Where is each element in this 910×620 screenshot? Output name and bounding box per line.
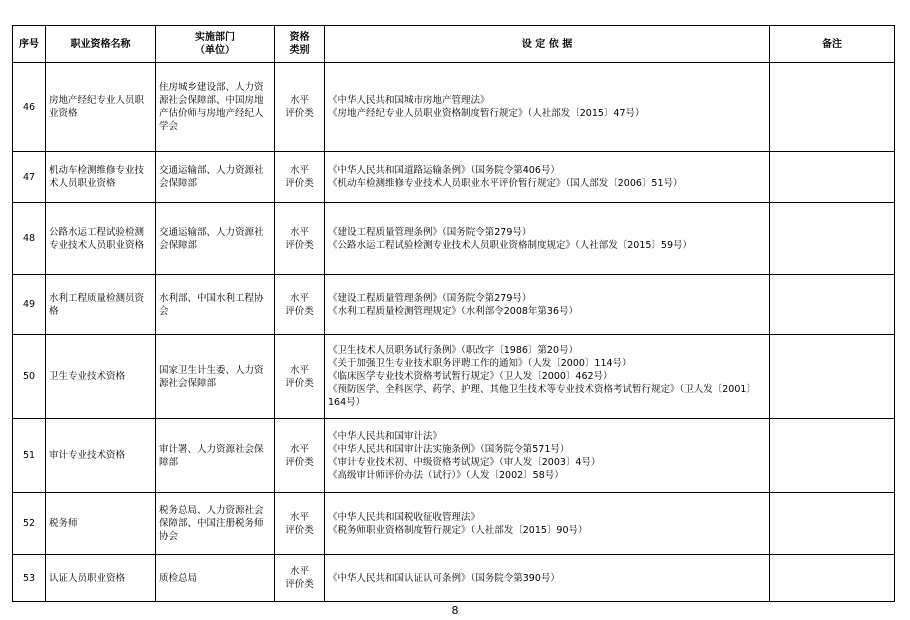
- table-row: [13, 555, 895, 602]
- row-name: 卫生专业技术资格: [46, 335, 156, 419]
- row-dept: 国家卫生计生委、人力资源社会保障部: [156, 335, 275, 419]
- row-type: [275, 152, 325, 203]
- basis-item: 《中华人民共和国道路运输条例》（国务院令第406号）: [328, 165, 560, 176]
- row-basis: [325, 275, 770, 335]
- table-row: [13, 152, 895, 203]
- row-type-line2: 评价类: [285, 239, 314, 251]
- row-type-line2: 评价类: [285, 524, 314, 536]
- basis-item: 《公路水运工程试验检测专业技术人员职业资格制度规定》（人社部发〔2015〕59号）: [328, 239, 693, 251]
- row-type-line2: 评价类: [285, 579, 314, 590]
- basis-item: 《税务师职业资格制度暂行规定》（人社部发〔2015〕90号）: [328, 524, 588, 536]
- row-name: 税务师: [46, 493, 156, 555]
- row-remark: [770, 63, 895, 152]
- row-type: [275, 419, 325, 493]
- row-name: 机动车检测维修专业技术人员职业资格: [46, 152, 156, 203]
- basis-item: 《卫生技术人员职务试行条例》（职改字〔1986〕第20号）: [328, 345, 579, 356]
- header-type: [275, 26, 325, 63]
- row-type-line1: 水平: [289, 566, 309, 577]
- row-seq: 48: [13, 203, 46, 275]
- row-type-line1: 水平: [289, 292, 309, 304]
- basis-item: 《中华人民共和国认证认可条例》（国务院令第390号）: [328, 572, 560, 584]
- row-remark: [770, 555, 895, 602]
- table-row: [13, 63, 895, 152]
- row-type: [275, 275, 325, 335]
- table-row: [13, 203, 895, 275]
- basis-item: 《中华人民共和国审计法》: [328, 430, 443, 442]
- row-dept: 住房城乡建设部、人力资源社会保障部、中国房地产估价师与房地产经纪人学会: [156, 63, 275, 152]
- header-remark: 备注: [770, 26, 895, 63]
- basis-item: 《房地产经纪专业人员职业资格制度暂行规定》（人社部发〔2015〕47号）: [328, 108, 645, 119]
- basis-item: 《水利工程质量检测管理规定》（水利部令2008年第36号）: [328, 305, 579, 317]
- row-basis: [325, 419, 770, 493]
- basis-item: 《关于加强卫生专业技术职务评聘工作的通知》（人发〔2000〕114号）: [328, 358, 632, 369]
- table-row: [13, 335, 895, 419]
- row-type: [275, 555, 325, 602]
- header-row: [13, 26, 895, 63]
- row-type: [275, 335, 325, 419]
- header-name: 职业资格名称: [46, 26, 156, 63]
- table-row: [13, 419, 895, 493]
- basis-item: 《中华人民共和国城市房地产管理法》: [328, 95, 490, 106]
- row-dept: 审计署、人力资源社会保障部: [156, 419, 275, 493]
- basis-item: 《审计专业技术初、中级资格考试规定》（审人发〔2003〕4号）: [328, 456, 601, 468]
- row-basis: [325, 493, 770, 555]
- row-seq: 51: [13, 419, 46, 493]
- row-type-line1: 水平: [289, 165, 309, 176]
- row-type: [275, 203, 325, 275]
- table-row: [13, 493, 895, 555]
- row-remark: [770, 203, 895, 275]
- header-type-line2: 类别: [289, 45, 310, 56]
- basis-item: 《建设工程质量管理条例》（国务院令第279号）: [328, 292, 532, 304]
- basis-item: 《中华人民共和国审计法实施条例》（国务院令第571号）: [328, 443, 570, 455]
- row-type-line1: 水平: [289, 511, 309, 523]
- row-remark: [770, 493, 895, 555]
- row-name: 公路水运工程试验检测专业技术人员职业资格: [46, 203, 156, 275]
- row-type-line2: 评价类: [285, 305, 314, 317]
- row-type-line1: 水平: [289, 364, 309, 376]
- row-basis: [325, 335, 770, 419]
- header-dept-line1: 实施部门: [195, 32, 235, 43]
- row-dept: 质检总局: [156, 555, 275, 602]
- header-seq: 序号: [13, 26, 46, 63]
- header-dept: [156, 26, 275, 63]
- row-remark: [770, 335, 895, 419]
- row-basis: [325, 203, 770, 275]
- row-seq: 46: [13, 63, 46, 152]
- basis-item: 《中华人民共和国税收征收管理法》: [328, 511, 481, 523]
- row-type: [275, 63, 325, 152]
- row-remark: [770, 275, 895, 335]
- row-name: 审计专业技术资格: [46, 419, 156, 493]
- page-number: 8: [451, 604, 459, 617]
- basis-item: 《高级审计师评价办法（试行）》（人发〔2002〕58号）: [328, 469, 564, 481]
- basis-item: 《临床医学专业技术资格考试暂行规定》（卫人发〔2000〕462号）: [328, 371, 613, 382]
- row-name: 认证人员职业资格: [46, 555, 156, 602]
- header-basis: 设 定 依 据: [325, 26, 770, 63]
- row-type-line2: 评价类: [285, 108, 314, 119]
- row-remark: [770, 419, 895, 493]
- row-type-line1: 水平: [289, 226, 309, 238]
- row-seq: 52: [13, 493, 46, 555]
- row-remark: [770, 152, 895, 203]
- header-dept-line2: （单位）: [195, 45, 235, 56]
- row-name: 房地产经纪专业人员职业资格: [46, 63, 156, 152]
- row-type-line2: 评价类: [285, 456, 314, 468]
- row-type-line1: 水平: [289, 95, 309, 106]
- row-type: [275, 493, 325, 555]
- row-basis: [325, 555, 770, 602]
- row-dept: 税务总局、人力资源社会保障部、中国注册税务师协会: [156, 493, 275, 555]
- basis-item: 《建设工程质量管理条例》（国务院令第279号）: [328, 226, 532, 238]
- row-type-line2: 评价类: [285, 178, 314, 189]
- row-basis: [325, 63, 770, 152]
- row-dept: 水利部、中国水利工程协会: [156, 275, 275, 335]
- row-dept: 交通运输部、人力资源社会保障部: [156, 203, 275, 275]
- row-seq: 49: [13, 275, 46, 335]
- row-seq: 47: [13, 152, 46, 203]
- row-type-line2: 评价类: [285, 377, 314, 389]
- row-dept: 交通运输部、人力资源社会保障部: [156, 152, 275, 203]
- row-seq: 50: [13, 335, 46, 419]
- row-name: 水利工程质量检测员资格: [46, 275, 156, 335]
- row-type-line1: 水平: [289, 443, 309, 455]
- header-type-line1: 资格: [289, 32, 310, 43]
- table-row: [13, 275, 895, 335]
- basis-item: 《机动车检测维修专业技术人员职业水平评价暂行规定》（国人部发〔2006〕51号）: [328, 178, 683, 189]
- qualification-table: [12, 25, 895, 602]
- row-basis: [325, 152, 770, 203]
- row-seq: 53: [13, 555, 46, 602]
- basis-item: 《预防医学、全科医学、药学、护理、其他卫生技术等专业技术资格考试暂行规定》（卫人发〔2001〕164号）: [328, 384, 756, 408]
